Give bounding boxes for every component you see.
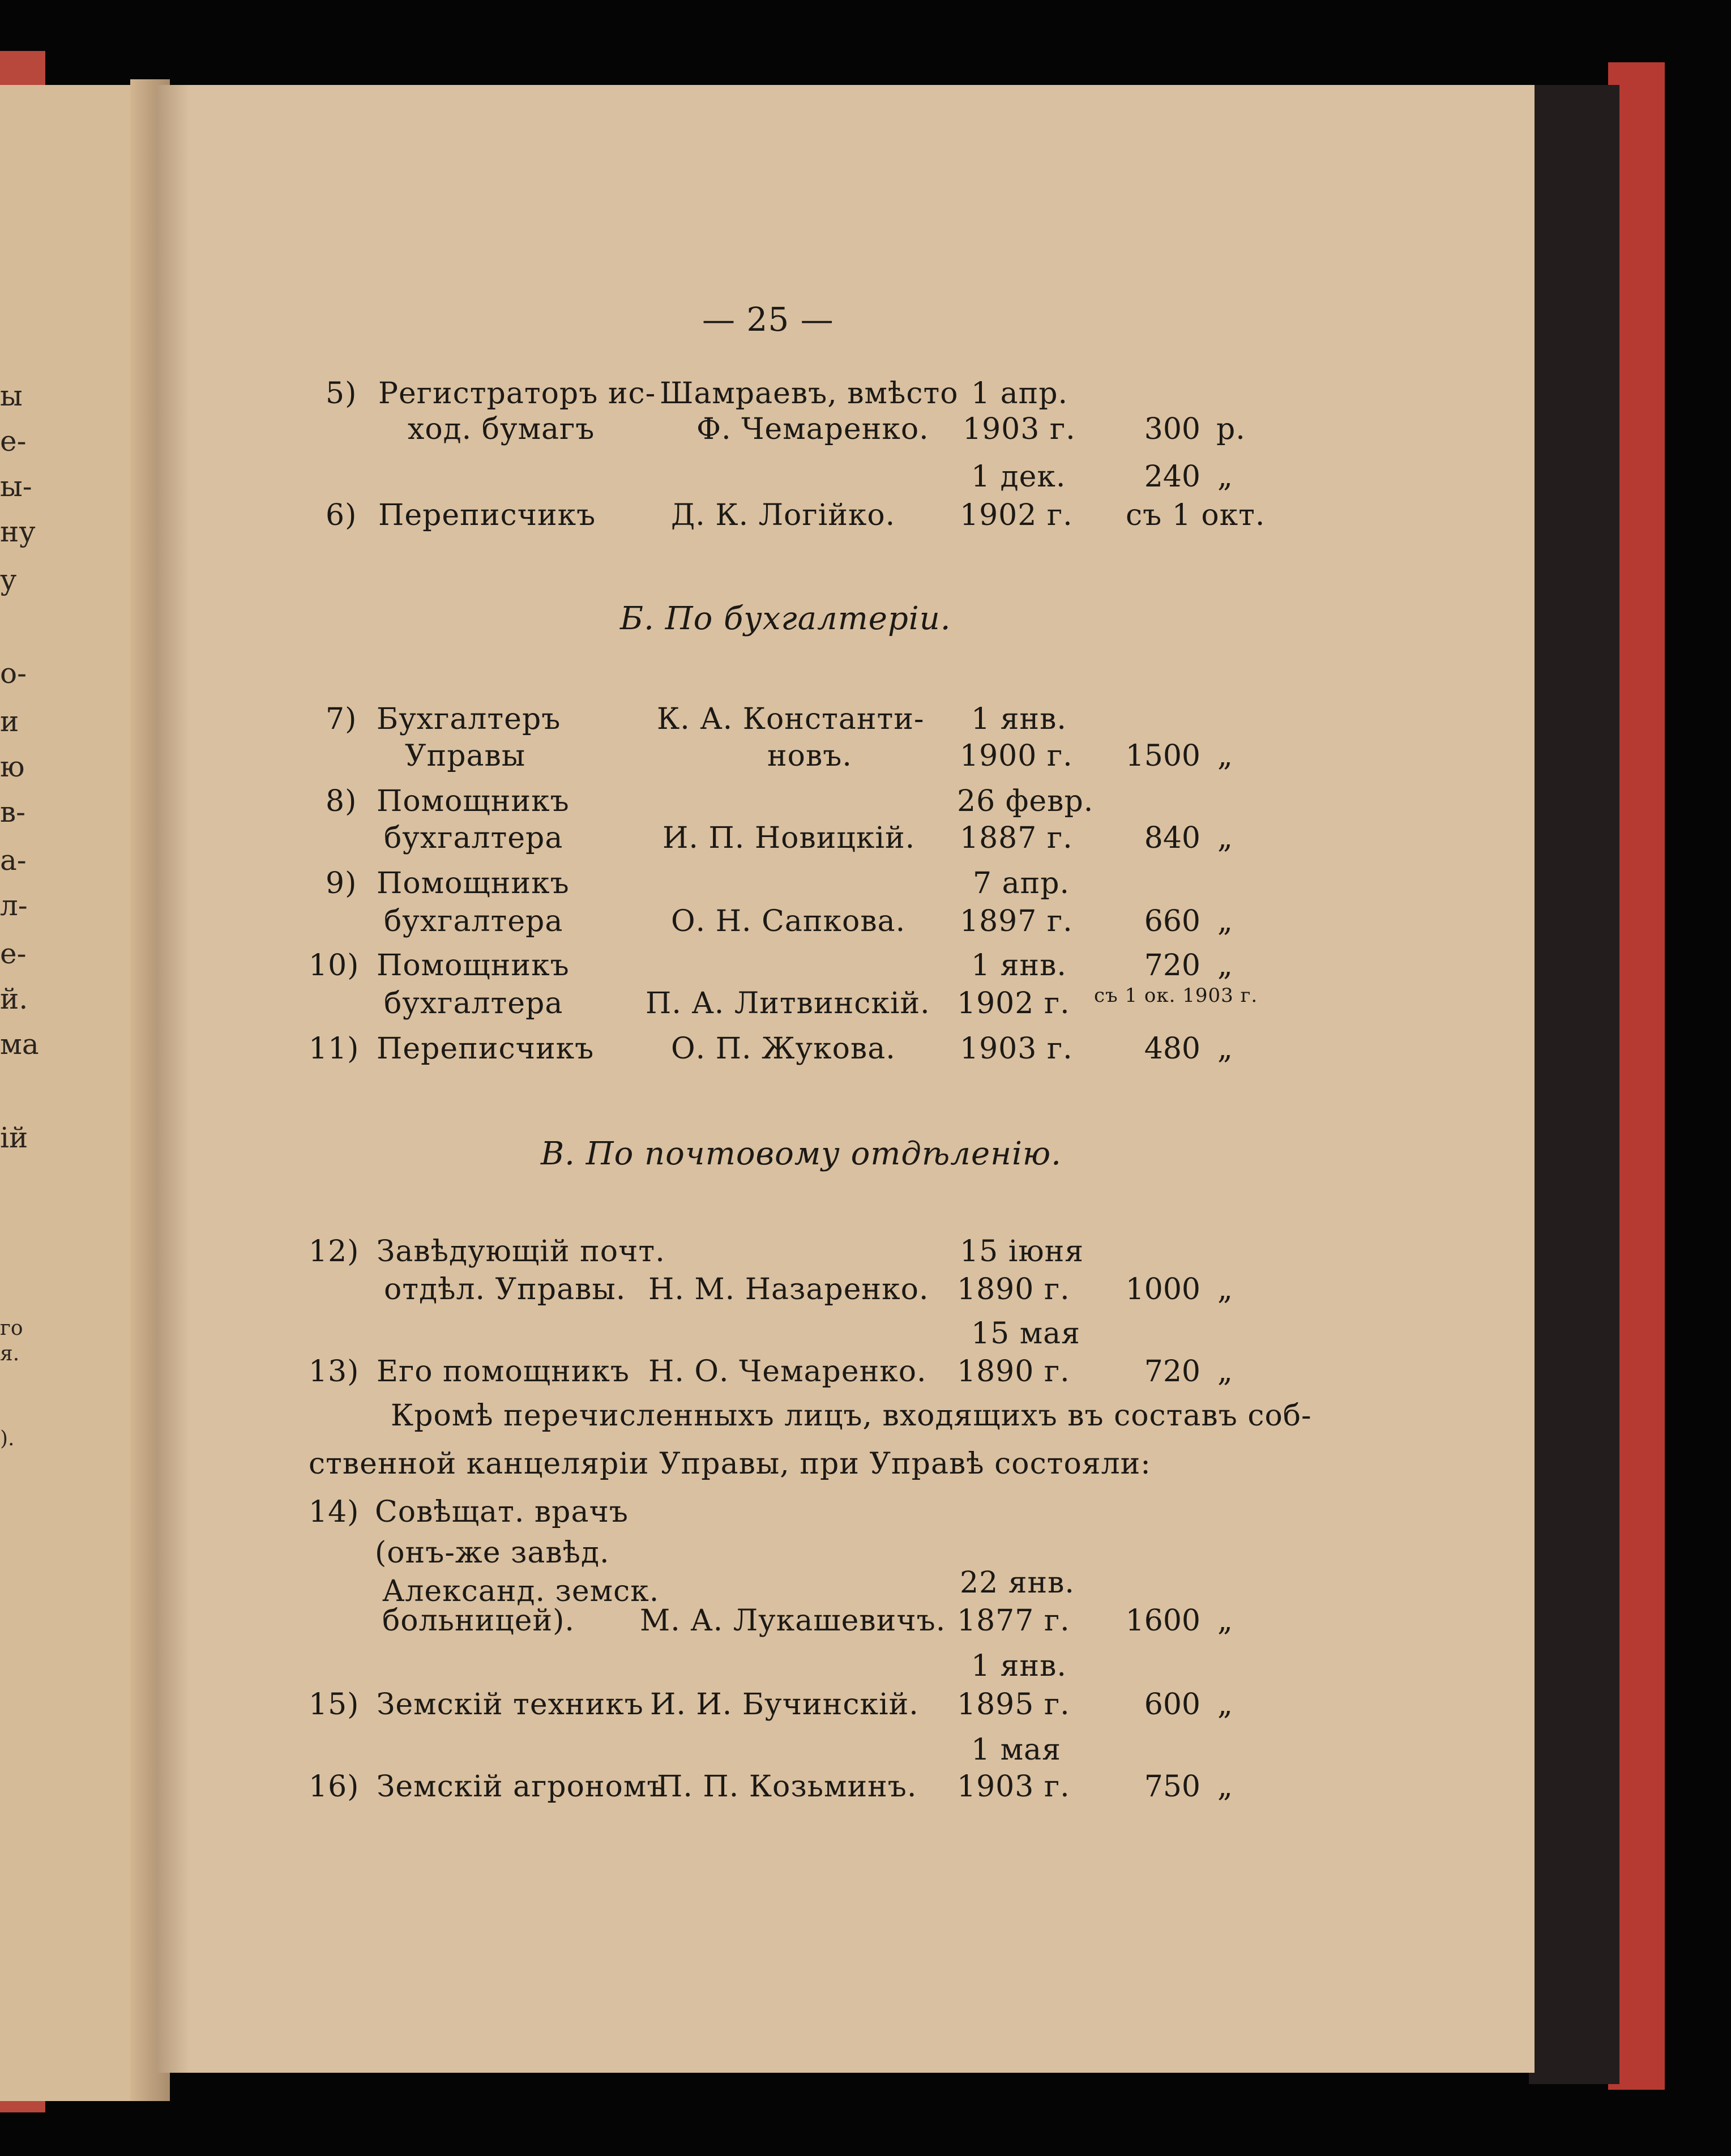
- row-unit: „: [1217, 821, 1233, 855]
- paragraph-line: ственной канцеляріи Управы, при Управѣ состояли:: [309, 1447, 1151, 1481]
- row-title: Земскій техникъ: [377, 1688, 644, 1722]
- row-unit: „: [1217, 1355, 1233, 1389]
- row-salary: 720: [1144, 949, 1200, 983]
- row-salary: 1500: [1125, 739, 1200, 773]
- row-salary: 720: [1144, 1355, 1200, 1389]
- row-date: 1895 г.: [957, 1688, 1070, 1722]
- row-number: 15): [309, 1688, 360, 1722]
- row-unit: „: [1217, 1032, 1233, 1066]
- row-number: 7): [326, 702, 357, 736]
- row-title: бухгалтера: [384, 987, 563, 1021]
- row-title: (онъ-же завѣд.: [375, 1536, 610, 1570]
- row-title: отдѣл. Управы.: [384, 1273, 626, 1307]
- row-unit: р.: [1216, 412, 1246, 446]
- row-name: П. П. Козьминъ.: [657, 1770, 917, 1804]
- row-salary: 750: [1144, 1770, 1200, 1804]
- section-heading: В. По почтовому отдѣленію.: [541, 1135, 1062, 1172]
- row-title: Совѣщат. врачъ: [375, 1495, 629, 1529]
- left-fragment: ій: [0, 1121, 28, 1154]
- row-salary: 840: [1144, 821, 1200, 855]
- paragraph-line: Кромѣ перечисленныхъ лицъ, входящихъ въ составъ соб-: [391, 1399, 1312, 1433]
- left-fragment: й.: [0, 983, 28, 1015]
- row-name: М. А. Лукашевичъ.: [640, 1604, 946, 1638]
- row-title: Управы: [405, 739, 526, 773]
- row-unit: „: [1217, 949, 1233, 983]
- section-heading: Б. По бухгалтеріи.: [620, 600, 951, 637]
- row-number: 13): [309, 1355, 360, 1389]
- left-fragment: у: [0, 563, 17, 596]
- row-salary: 240: [1144, 460, 1200, 494]
- row-date: 1902 г.: [957, 987, 1070, 1021]
- row-name: О. Н. Сапкова.: [671, 904, 906, 938]
- row-number: 14): [309, 1495, 360, 1529]
- left-fragment: л-: [0, 889, 28, 922]
- row-salary: 1600: [1125, 1604, 1200, 1638]
- row-number: 10): [309, 949, 360, 983]
- row-name: И. П. Новицкій.: [663, 821, 916, 855]
- row-date: 1903 г.: [960, 1032, 1073, 1066]
- row-unit: „: [1217, 1273, 1233, 1307]
- row-title: Его помощникъ: [377, 1355, 630, 1389]
- row-title: Помощникъ: [377, 866, 570, 900]
- left-fragment: го: [0, 1317, 23, 1340]
- row-salary: 1000: [1125, 1273, 1200, 1307]
- row-number: 6): [326, 498, 357, 532]
- row-date: 1903 г.: [957, 1770, 1070, 1804]
- left-fragment: ма: [0, 1028, 39, 1061]
- left-fragment: ну: [0, 515, 36, 548]
- row-salary: 300: [1144, 412, 1200, 446]
- row-name: Н. М. Назаренко.: [648, 1273, 929, 1307]
- row-date: 1 янв.: [971, 949, 1067, 983]
- row-number: 16): [309, 1770, 360, 1804]
- row-date: 1887 г.: [960, 821, 1073, 855]
- row-number: 5): [326, 377, 357, 411]
- row-date: 15 іюня: [960, 1235, 1084, 1269]
- row-note: съ 1 ок. 1903 г.: [1094, 984, 1258, 1007]
- row-date: 26 февр.: [957, 784, 1094, 818]
- row-unit: „: [1217, 904, 1233, 938]
- row-title: бухгалтера: [384, 904, 563, 938]
- row-title: больницей).: [382, 1604, 575, 1638]
- row-salary: 480: [1144, 1032, 1200, 1066]
- row-date: 22 янв.: [960, 1566, 1075, 1600]
- row-title: Помощникъ: [377, 949, 570, 983]
- row-date: 1903 г.: [963, 412, 1076, 446]
- left-fragment: а-: [0, 844, 27, 877]
- row-name: Д. К. Логійко.: [671, 498, 896, 532]
- row-date: 1897 г.: [960, 904, 1073, 938]
- row-name: Шамраевъ, вмѣсто: [660, 377, 959, 411]
- row-number: 12): [309, 1235, 360, 1269]
- row-name: О. П. Жукова.: [671, 1032, 896, 1066]
- row-number: 8): [326, 784, 357, 818]
- row-title: Бухгалтеръ: [377, 702, 561, 736]
- row-title: Переписчикъ: [377, 1032, 595, 1066]
- left-fragment: ы-: [0, 470, 32, 503]
- row-title: Регистраторъ ис-: [378, 377, 656, 411]
- left-fragment: е-: [0, 937, 27, 970]
- row-date: 1902 г.: [960, 498, 1073, 532]
- right-page-gutter: [156, 85, 190, 2073]
- row-date: 1900 г.: [960, 739, 1073, 773]
- left-fragment: я.: [0, 1342, 20, 1365]
- book-spine-edge: [1529, 85, 1619, 2084]
- row-unit: „: [1217, 1770, 1233, 1804]
- row-unit: „: [1217, 739, 1233, 773]
- row-name: К. А. Константи-: [657, 702, 925, 736]
- row-salary: 660: [1144, 904, 1200, 938]
- left-fragment: ).: [0, 1427, 15, 1450]
- row-title: Александ. земск.: [382, 1574, 660, 1608]
- row-name: Н. О. Чемаренко.: [648, 1355, 927, 1389]
- row-date: 1 янв.: [971, 702, 1067, 736]
- row-name: Ф. Чемаренко.: [696, 412, 929, 446]
- row-date: 15 мая: [971, 1317, 1080, 1351]
- row-date: 1 мая: [971, 1733, 1061, 1767]
- row-date: 1890 г.: [957, 1355, 1070, 1389]
- row-number: 9): [326, 866, 357, 900]
- left-fragment: е-: [0, 425, 27, 458]
- left-fragment: и: [0, 705, 19, 738]
- row-title: Земскій агрономъ: [377, 1770, 666, 1804]
- left-fragment: ы: [0, 379, 23, 412]
- row-name: новъ.: [767, 739, 852, 773]
- row-number: 11): [309, 1032, 360, 1066]
- row-title: ход. бумагъ: [408, 412, 595, 446]
- row-date: 1 янв.: [971, 1649, 1067, 1683]
- page-number: — 25 —: [702, 300, 834, 339]
- row-date: 7 апр.: [973, 866, 1070, 900]
- row-unit: „: [1217, 1604, 1233, 1638]
- left-fragment: о-: [0, 657, 27, 690]
- row-title: Завѣдующій почт.: [377, 1235, 665, 1269]
- row-unit: „: [1217, 460, 1233, 494]
- left-fragment: в-: [0, 796, 26, 829]
- row-name: И. И. Бучинскій.: [650, 1688, 919, 1722]
- row-name: П. А. Литвинскій.: [646, 987, 930, 1021]
- row-title: Помощникъ: [377, 784, 570, 818]
- row-date: 1890 г.: [957, 1273, 1070, 1307]
- row-unit: „: [1217, 1688, 1233, 1722]
- row-date: 1877 г.: [957, 1604, 1070, 1638]
- row-date: 1 дек.: [971, 460, 1066, 494]
- row-title: бухгалтера: [384, 821, 563, 855]
- row-title: Переписчикъ: [378, 498, 596, 532]
- row-salary: 600: [1144, 1688, 1200, 1722]
- left-fragment: ю: [0, 750, 25, 783]
- row-date: 1 апр.: [971, 377, 1068, 411]
- row-note: съ 1 окт.: [1126, 498, 1266, 532]
